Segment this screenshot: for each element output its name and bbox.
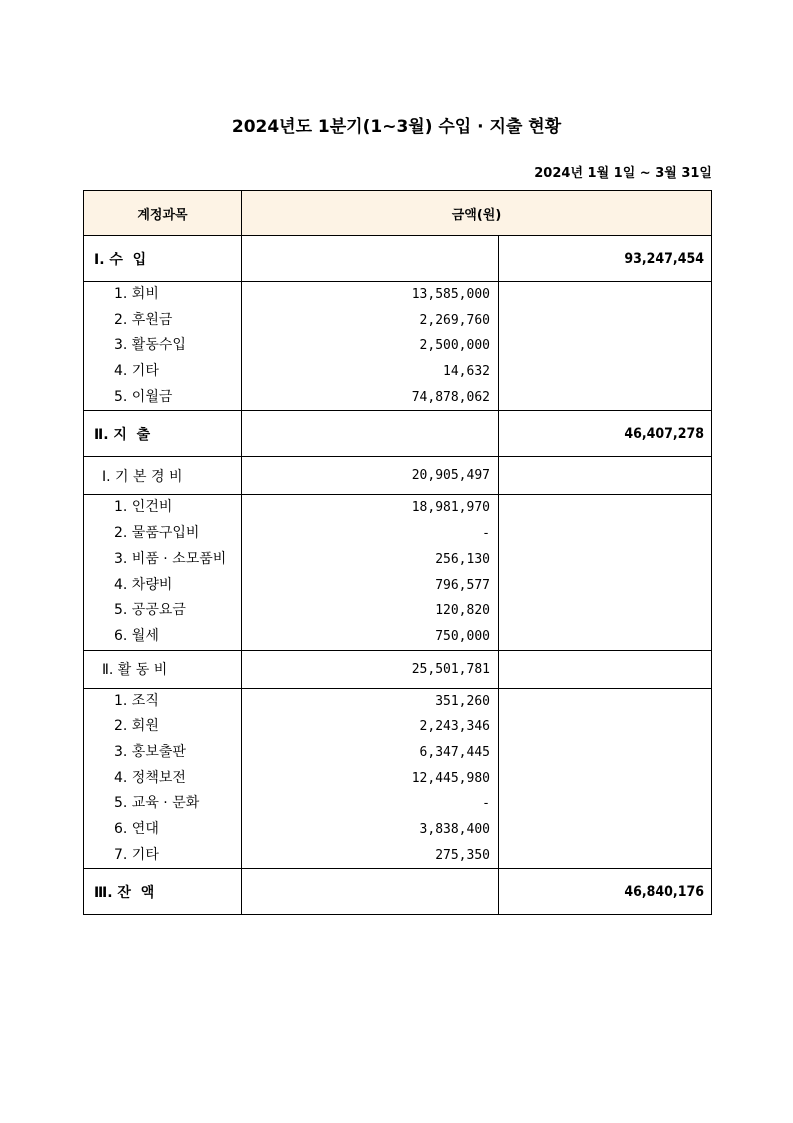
list-item-label: 2. 회원 [114,718,159,735]
activity-expense-items-row [84,688,712,869]
list-item-label: 5. 이월금 [114,388,173,405]
list-item-amount: 750,000 [435,628,490,644]
expense-row [84,411,712,457]
list-item-amount: 256,130 [435,551,490,567]
list-item-amount: 120,820 [435,603,490,619]
income-expense-table [83,190,712,915]
list-item-label: 3. 활동수입 [114,337,186,354]
income-total: 93,247,454 [499,236,712,282]
list-item-label: 4. 기타 [114,363,159,380]
expense-total: 46,407,278 [499,411,712,457]
list-item-amount: 3,838,400 [419,822,490,837]
list-item-amount: 275,350 [435,847,490,863]
list-item-label: 3. 홍보출판 [114,743,186,760]
activity-expense-label: Ⅱ. 활 동 비 [84,650,242,688]
income-item-labels [84,282,242,411]
activity-expense-amount: 25,501,781 [242,650,499,688]
list-item-label: 1. 회비 [114,286,159,302]
list-item-amount: - [482,526,490,542]
list-item-label: 6. 월세 [114,627,159,644]
list-item-label: 4. 차량비 [114,576,173,593]
basic-expense-amount: 20,905,497 [242,457,499,495]
list-item-amount: 2,243,346 [419,719,490,735]
activity-expense-row [84,650,712,688]
balance-label: Ⅲ. 잔 액 [84,869,242,915]
header-amount: 금액(원) [242,191,712,236]
list-item-amount: 74,878,062 [411,389,490,405]
list-item-amount: 13,585,000 [411,287,490,302]
activity-item-labels [84,688,242,869]
income-row [84,236,712,282]
list-item-label: 6. 연대 [114,821,159,837]
income-items-empty-cell [499,282,712,411]
balance-row [84,869,712,915]
activity-items-empty-cell [499,688,712,869]
basic-items-empty-cell [499,495,712,650]
list-item-amount: 18,981,970 [411,500,490,516]
expense-label: Ⅱ. 지 출 [84,411,242,457]
header-account: 계정과목 [84,191,242,236]
list-item-label: 4. 정책보전 [114,769,186,786]
list-item-amount: 2,500,000 [419,338,490,354]
basic-item-labels [84,495,242,650]
income-empty-cell [242,236,499,282]
basic-expense-empty-cell [499,457,712,495]
income-items-row [84,282,712,411]
list-item-label: 1. 조직 [114,692,159,709]
list-item-label: 2. 후원금 [114,311,173,328]
balance-empty-cell [242,869,499,915]
list-item-amount: 12,445,980 [411,770,490,786]
report-period: 2024년 1월 1일 ~ 3월 31일 [534,166,712,181]
list-item-amount: 6,347,445 [419,744,490,760]
basic-expense-row [84,457,712,495]
list-item-amount: 351,260 [435,693,490,709]
basic-expense-label: Ⅰ. 기 본 경 비 [84,457,242,495]
expense-empty-cell [242,411,499,457]
income-label: Ⅰ. 수 입 [84,236,242,282]
activity-expense-empty-cell [499,650,712,688]
list-item-label: 3. 비품 · 소모품비 [114,550,227,567]
list-item-label: 7. 기타 [114,846,159,863]
list-item-label: 5. 공공요금 [114,602,186,619]
list-item-label: 2. 물품구입비 [114,525,200,542]
list-item-amount: 14,632 [443,364,490,380]
table-header-row [84,191,712,236]
income-item-amounts [242,282,499,411]
basic-item-amounts [242,495,499,650]
list-item-label: 1. 인건비 [114,499,173,516]
list-item-amount: 796,577 [435,577,490,593]
activity-item-amounts [242,688,499,869]
basic-expense-items-row [84,495,712,650]
balance-total: 46,840,176 [499,869,712,915]
list-item-amount: 2,269,760 [419,312,490,328]
list-item-amount: - [482,796,490,812]
document-title: 2024년도 1분기(1~3월) 수입 · 지출 현황 [231,117,562,137]
list-item-label: 5. 교육 · 문화 [114,795,200,812]
